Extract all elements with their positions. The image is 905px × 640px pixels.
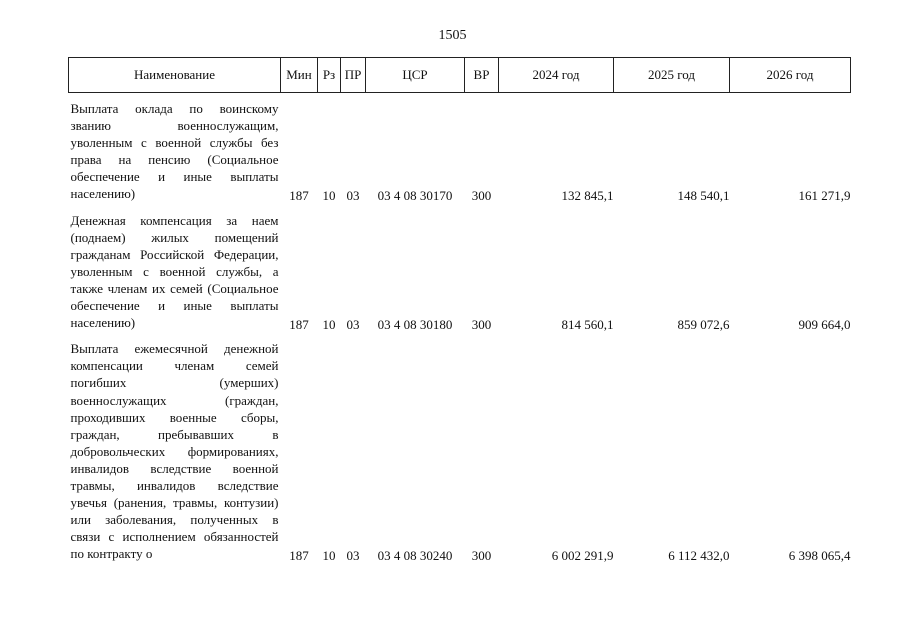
row-2025: 859 072,6	[677, 317, 730, 333]
row-name: Выплата оклада по воинскому званию военнослужащим, уволенным с военной службы без права на пенсию (Социальное обеспечение и иные выплаты населению)	[70, 101, 279, 202]
row-rz: 10	[322, 548, 336, 564]
table-body	[69, 93, 851, 565]
row-pr: 03	[346, 317, 360, 333]
row-min: 187	[289, 548, 309, 564]
header-rz: Рз	[318, 58, 341, 93]
header-row	[69, 58, 851, 93]
header-2025: 2025 год	[614, 58, 730, 93]
row-name: Выплата ежемесячной денежной компенсации членам семей погибших (умерших) военнослужащих (граждан, проходивших военные сборы, граждан, пребывавших в добровольческих формированиях, инвалидов вследствие военной травмы, инвалидов вследствие увечья (ранения, травмы, контузии) или заболевания, полученных в связи с исполнением обязанностей по контракту о	[70, 341, 279, 562]
table-row	[69, 205, 851, 334]
header-2026: 2026 год	[730, 58, 851, 93]
row-csr: 03 4 08 30170	[377, 188, 453, 204]
row-2024: 814 560,1	[561, 317, 614, 333]
row-2026: 161 271,9	[798, 188, 851, 204]
row-pr: 03	[346, 188, 360, 204]
row-vr: 300	[471, 317, 492, 333]
row-2026: 6 398 065,4	[788, 548, 851, 564]
header-2024: 2024 год	[499, 58, 614, 93]
row-min: 187	[289, 188, 309, 204]
table-header	[69, 58, 851, 93]
row-pr: 03	[346, 548, 360, 564]
budget-table	[68, 57, 851, 564]
header-vr: ВР	[465, 58, 499, 93]
header-min: Мин	[281, 58, 318, 93]
row-2024: 132 845,1	[561, 188, 614, 204]
row-vr: 300	[471, 188, 492, 204]
row-2024: 6 002 291,9	[551, 548, 614, 564]
row-rz: 10	[322, 188, 336, 204]
header-csr: ЦСР	[366, 58, 465, 93]
row-name: Денежная компенсация за наем (поднаем) жилых помещений гражданам Российской Федерации, уволенным с военной службы, а также членам их семей (Социальное обеспечение и иные выплаты населению)	[70, 212, 279, 331]
row-csr: 03 4 08 30240	[377, 548, 453, 564]
table-row	[69, 93, 851, 205]
row-rz: 10	[322, 317, 336, 333]
table-row	[69, 333, 851, 564]
row-vr: 300	[471, 548, 492, 564]
row-csr: 03 4 08 30180	[377, 317, 453, 333]
row-2026: 909 664,0	[798, 317, 851, 333]
header-name: Наименование	[69, 58, 281, 93]
page-number: 1505	[438, 28, 467, 43]
row-2025: 6 112 432,0	[668, 548, 730, 564]
row-2025: 148 540,1	[677, 188, 730, 204]
row-min: 187	[289, 317, 309, 333]
header-pr: ПР	[341, 58, 366, 93]
